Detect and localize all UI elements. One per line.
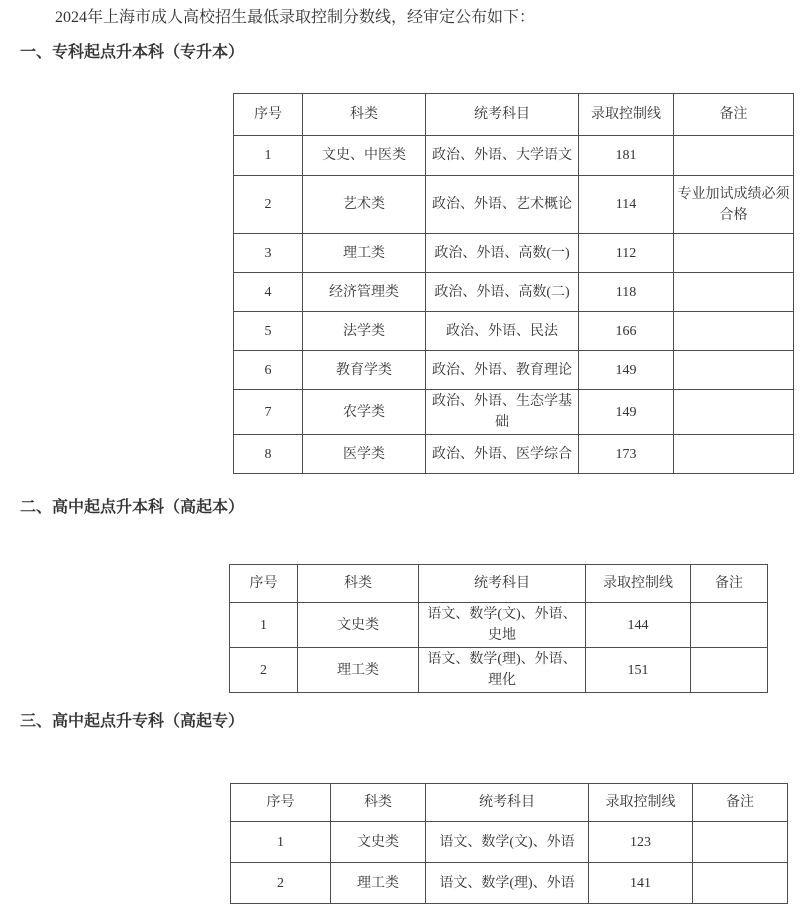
seq-cell: 6 bbox=[234, 351, 303, 390]
subjects-cell: 政治、外语、高数(二) bbox=[426, 273, 579, 312]
remark-cell bbox=[674, 273, 794, 312]
table-row bbox=[234, 273, 794, 312]
score-table-zhuanshengben bbox=[233, 93, 794, 474]
subjects-cell: 政治、外语、艺术概论 bbox=[426, 176, 579, 234]
header-row bbox=[231, 784, 788, 822]
column-header: 录取控制线 bbox=[579, 94, 674, 136]
subjects-cell: 政治、外语、教育理论 bbox=[426, 351, 579, 390]
score-cell: 151 bbox=[586, 648, 691, 693]
column-header: 序号 bbox=[231, 784, 331, 822]
seq-cell: 5 bbox=[234, 312, 303, 351]
score-table-gaoqiben bbox=[229, 564, 768, 693]
category-cell: 理工类 bbox=[298, 648, 419, 693]
score-cell: 114 bbox=[579, 176, 674, 234]
category-cell: 文史、中医类 bbox=[303, 136, 426, 176]
remark-cell bbox=[674, 234, 794, 273]
table-row bbox=[234, 390, 794, 435]
column-header: 序号 bbox=[230, 565, 298, 603]
page-title: 2024年上海市成人高校招生最低录取控制分数线，经审定公布如下： bbox=[55, 9, 536, 26]
seq-cell: 8 bbox=[234, 435, 303, 474]
category-cell: 经济管理类 bbox=[303, 273, 426, 312]
remark-cell bbox=[691, 603, 768, 648]
column-header: 录取控制线 bbox=[589, 784, 693, 822]
seq-cell: 2 bbox=[234, 176, 303, 234]
table-row bbox=[230, 648, 768, 693]
remark-cell: 专业加试成绩必须合格 bbox=[674, 176, 794, 234]
column-header: 科类 bbox=[298, 565, 419, 603]
section-heading-zhuanshengben: 一、专科起点升本科（专升本） bbox=[20, 44, 245, 61]
subjects-cell: 语文、数学(理)、外语 bbox=[426, 863, 589, 904]
subjects-cell: 政治、外语、大学语文 bbox=[426, 136, 579, 176]
category-cell: 艺术类 bbox=[303, 176, 426, 234]
column-header: 科类 bbox=[331, 784, 426, 822]
seq-cell: 1 bbox=[230, 603, 298, 648]
category-cell: 农学类 bbox=[303, 390, 426, 435]
seq-cell: 2 bbox=[230, 648, 298, 693]
category-cell: 医学类 bbox=[303, 435, 426, 474]
remark-cell bbox=[693, 863, 788, 904]
seq-cell: 1 bbox=[231, 822, 331, 863]
score-cell: 166 bbox=[579, 312, 674, 351]
header-row bbox=[234, 94, 794, 136]
remark-cell bbox=[674, 351, 794, 390]
score-cell: 149 bbox=[579, 351, 674, 390]
remark-cell bbox=[693, 822, 788, 863]
column-header: 统考科目 bbox=[426, 784, 589, 822]
category-cell: 理工类 bbox=[303, 234, 426, 273]
table-row bbox=[234, 234, 794, 273]
seq-cell: 3 bbox=[234, 234, 303, 273]
subjects-cell: 政治、外语、高数(一) bbox=[426, 234, 579, 273]
table-row bbox=[234, 176, 794, 234]
column-header: 统考科目 bbox=[426, 94, 579, 136]
seq-cell: 4 bbox=[234, 273, 303, 312]
remark-cell bbox=[691, 648, 768, 693]
subjects-cell: 语文、数学(理)、外语、理化 bbox=[419, 648, 586, 693]
category-cell: 文史类 bbox=[298, 603, 419, 648]
column-header: 统考科目 bbox=[419, 565, 586, 603]
category-cell: 法学类 bbox=[303, 312, 426, 351]
category-cell: 理工类 bbox=[331, 863, 426, 904]
remark-cell bbox=[674, 435, 794, 474]
subjects-cell: 政治、外语、医学综合 bbox=[426, 435, 579, 474]
score-cell: 173 bbox=[579, 435, 674, 474]
category-cell: 教育学类 bbox=[303, 351, 426, 390]
table-row bbox=[231, 822, 788, 863]
column-header: 科类 bbox=[303, 94, 426, 136]
remark-cell bbox=[674, 390, 794, 435]
table-row bbox=[234, 351, 794, 390]
column-header: 备注 bbox=[693, 784, 788, 822]
subjects-cell: 语文、数学(文)、外语、史地 bbox=[419, 603, 586, 648]
score-cell: 123 bbox=[589, 822, 693, 863]
score-cell: 141 bbox=[589, 863, 693, 904]
column-header: 备注 bbox=[691, 565, 768, 603]
score-cell: 149 bbox=[579, 390, 674, 435]
column-header: 序号 bbox=[234, 94, 303, 136]
subjects-cell: 语文、数学(文)、外语 bbox=[426, 822, 589, 863]
subjects-cell: 政治、外语、生态学基础 bbox=[426, 390, 579, 435]
column-header: 备注 bbox=[674, 94, 794, 136]
table-row bbox=[231, 863, 788, 904]
score-cell: 118 bbox=[579, 273, 674, 312]
score-cell: 181 bbox=[579, 136, 674, 176]
score-cell: 112 bbox=[579, 234, 674, 273]
remark-cell bbox=[674, 136, 794, 176]
table-row bbox=[234, 136, 794, 176]
section-heading-gaoqizhuan: 三、高中起点升专科（高起专） bbox=[20, 713, 245, 730]
table-row bbox=[230, 603, 768, 648]
category-cell: 文史类 bbox=[331, 822, 426, 863]
subjects-cell: 政治、外语、民法 bbox=[426, 312, 579, 351]
score-table-gaoqizhuan bbox=[230, 783, 788, 904]
column-header: 录取控制线 bbox=[586, 565, 691, 603]
score-cell: 144 bbox=[586, 603, 691, 648]
seq-cell: 1 bbox=[234, 136, 303, 176]
header-row bbox=[230, 565, 768, 603]
remark-cell bbox=[674, 312, 794, 351]
seq-cell: 2 bbox=[231, 863, 331, 904]
seq-cell: 7 bbox=[234, 390, 303, 435]
table-row bbox=[234, 312, 794, 351]
table-row bbox=[234, 435, 794, 474]
section-heading-gaoqiben: 二、高中起点升本科（高起本） bbox=[20, 499, 245, 516]
